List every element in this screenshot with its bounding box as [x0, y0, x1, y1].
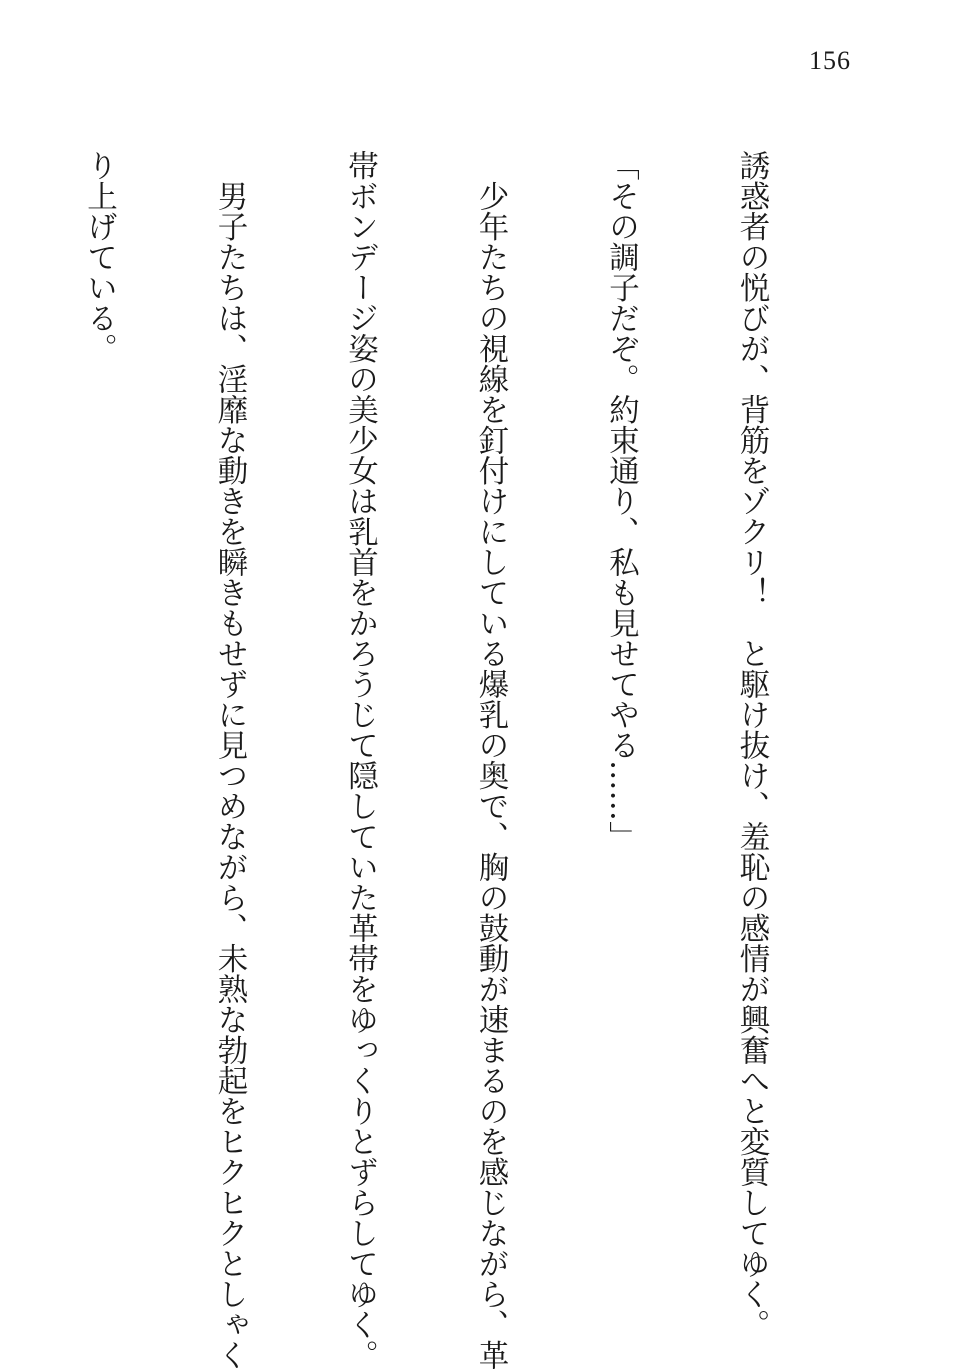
- vertical-text-body: [0, 150, 860, 1370]
- page-number: 156: [809, 46, 851, 75]
- text-line: 誘惑者の悦びが、背筋をゾクリ！ と駆け抜け、羞恥の感情が興奮へと変質してゆく。: [734, 150, 769, 1340]
- text-line: 「その調子だぞ。約束通り、私も見せてやる……」: [603, 150, 639, 852]
- text-line: 帯ボンデージ姿の美少女は乳首をかろうじて隠していた革帯をゆっくりとずらしてゆく。: [342, 150, 378, 1370]
- text-line: 男子たちは、淫靡な動きを瞬きもせずに見つめながら、未熟な勃起をヒクヒクとしゃく: [212, 150, 247, 1370]
- text-line: 少年たちの視線を釘付けにしている爆乳の奥で、胸の鼓動が速まるのを感じながら、革: [473, 150, 508, 1370]
- text-line: り上げている。: [81, 150, 117, 364]
